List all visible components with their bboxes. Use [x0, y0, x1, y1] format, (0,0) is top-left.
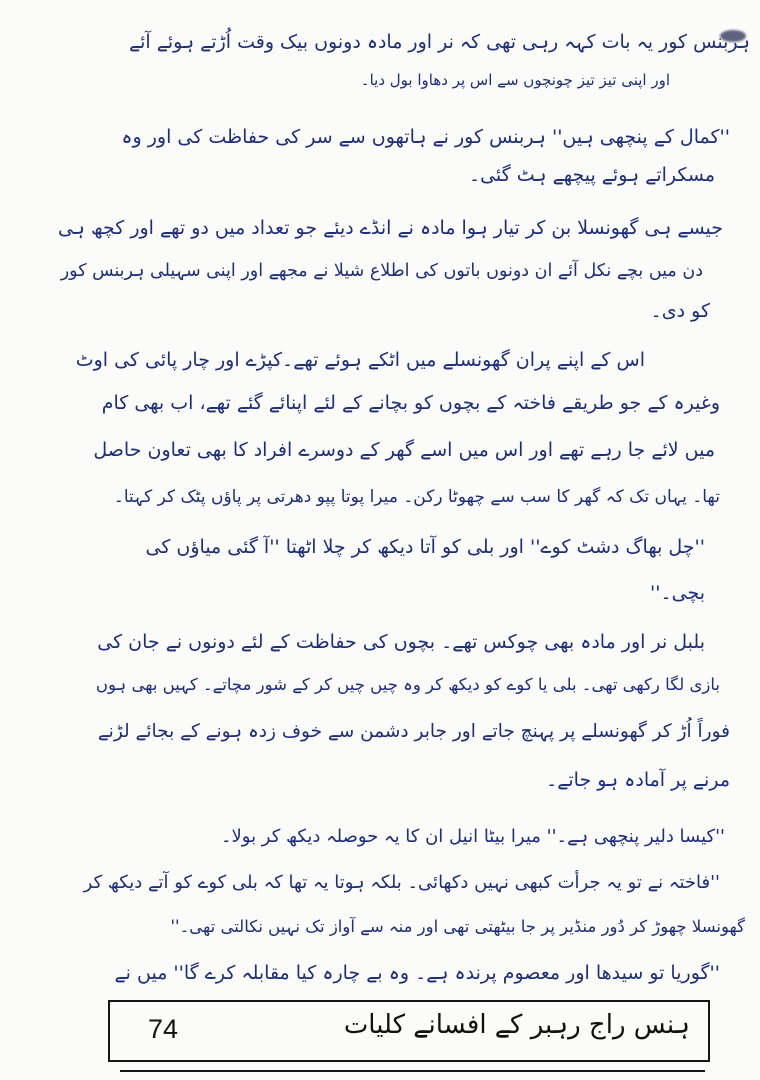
text-line: بچی۔'': [650, 582, 705, 604]
text-line: میں لائے جا رہے تھے اور اس میں اسے گھر کے دوسرے افراد کا بھی تعاون حاصل: [93, 439, 715, 461]
text-line: بازی لگا رکھی تھی۔ بلی یا کوے کو دیکھ کر وہ چیں چیں کر کے شور مچاتے۔ کہیں بھی ہوں: [95, 675, 720, 694]
text-line: مسکراتے ہوئے پیچھے ہٹ گئی۔: [468, 164, 715, 186]
text-line: ''گوریا تو سیدھا اور معصوم پرندہ ہے۔ وہ بے چارہ کیا مقابلہ کرے گا'' میں نے: [114, 962, 720, 984]
text-line: ''چل بھاگ دشٹ کوے'' اور بلی کو آتا دیکھ کر چلا اٹھتا ''آ گئی میاؤں کی: [145, 536, 705, 558]
book-footer: [108, 1000, 710, 1062]
text-line: ''کمال کے پنچھی ہیں'' ہربنس کور نے ہاتھوں سے سر کی حفاظت کی اور وہ: [121, 126, 730, 148]
text-line: مرنے پر آمادہ ہو جاتے۔: [546, 769, 730, 791]
text-line: تھا۔ یہاں تک کہ گھر کا سب سے چھوٹا رکن۔ میرا پوتا پپو دھرتی پر پاؤں پٹک کر کہتا۔: [113, 487, 720, 507]
text-line: کو دی۔: [650, 300, 710, 322]
text-line: بلبل نر اور مادہ بھی چوکس تھے۔ بچوں کی حفاظت کے لئے دونوں نے جان کی: [97, 631, 705, 653]
text-line: ہربنس کور یہ بات کہہ رہی تھی کہ نر اور مادہ دونوں بیک وقت اُڑتے ہوئے آئے: [129, 31, 750, 53]
text-line: اور اپنی تیز تیز چونچوں سے اس پر دھاوا بول دیا۔: [360, 71, 670, 89]
footer-underline: [120, 1070, 705, 1072]
text-line: فوراً اُڑ کر گھونسلے پر پہنچ جاتے اور جابر دشمن سے خوف زدہ ہونے کے بجائے لڑنے: [97, 721, 730, 742]
text-line: ''فاختہ نے تو یہ جرأت کبھی نہیں دکھائی۔ بلکہ ہوتا یہ تھا کہ بلی کوے کو آتے دیکھ کر: [83, 872, 720, 893]
text-line: گھونسلا چھوڑ کر دُور منڈیر پر جا بیٹھتی تھی اور منہ سے آواز تک نہیں نکالتی تھی۔'': [170, 917, 745, 936]
text-line: جیسے ہی گھونسلا بن کر تیار ہوا مادہ نے انڈے دیئے جو تعداد میں دو تھے اور کچھ ہی: [58, 217, 723, 239]
text-line: ''کیسا دلیر پنچھی ہے۔'' میرا بیٹا انیل ان کا یہ حوصلہ دیکھ کر بولا۔: [220, 826, 725, 847]
text-line: دن میں بچے نکل آئے ان دونوں باتوں کی اطلاع شیلا نے مجھے اور اپنی سہیلی ہربنس کور: [60, 261, 703, 281]
book-title: ہنس راج رہبر کے افسانے کلیات: [343, 1010, 690, 1040]
page-number: 74: [148, 1014, 179, 1044]
text-line: وغیرہ کے جو طریقے فاختہ کے بچوں کو بچانے کے لئے اپنائے گئے تھے، اب بھی کام: [101, 392, 720, 414]
text-line: اس کے اپنے پران گھونسلے میں اٹکے ہوئے تھے۔کپڑے اور چار پائی کی اوٹ: [75, 349, 645, 371]
